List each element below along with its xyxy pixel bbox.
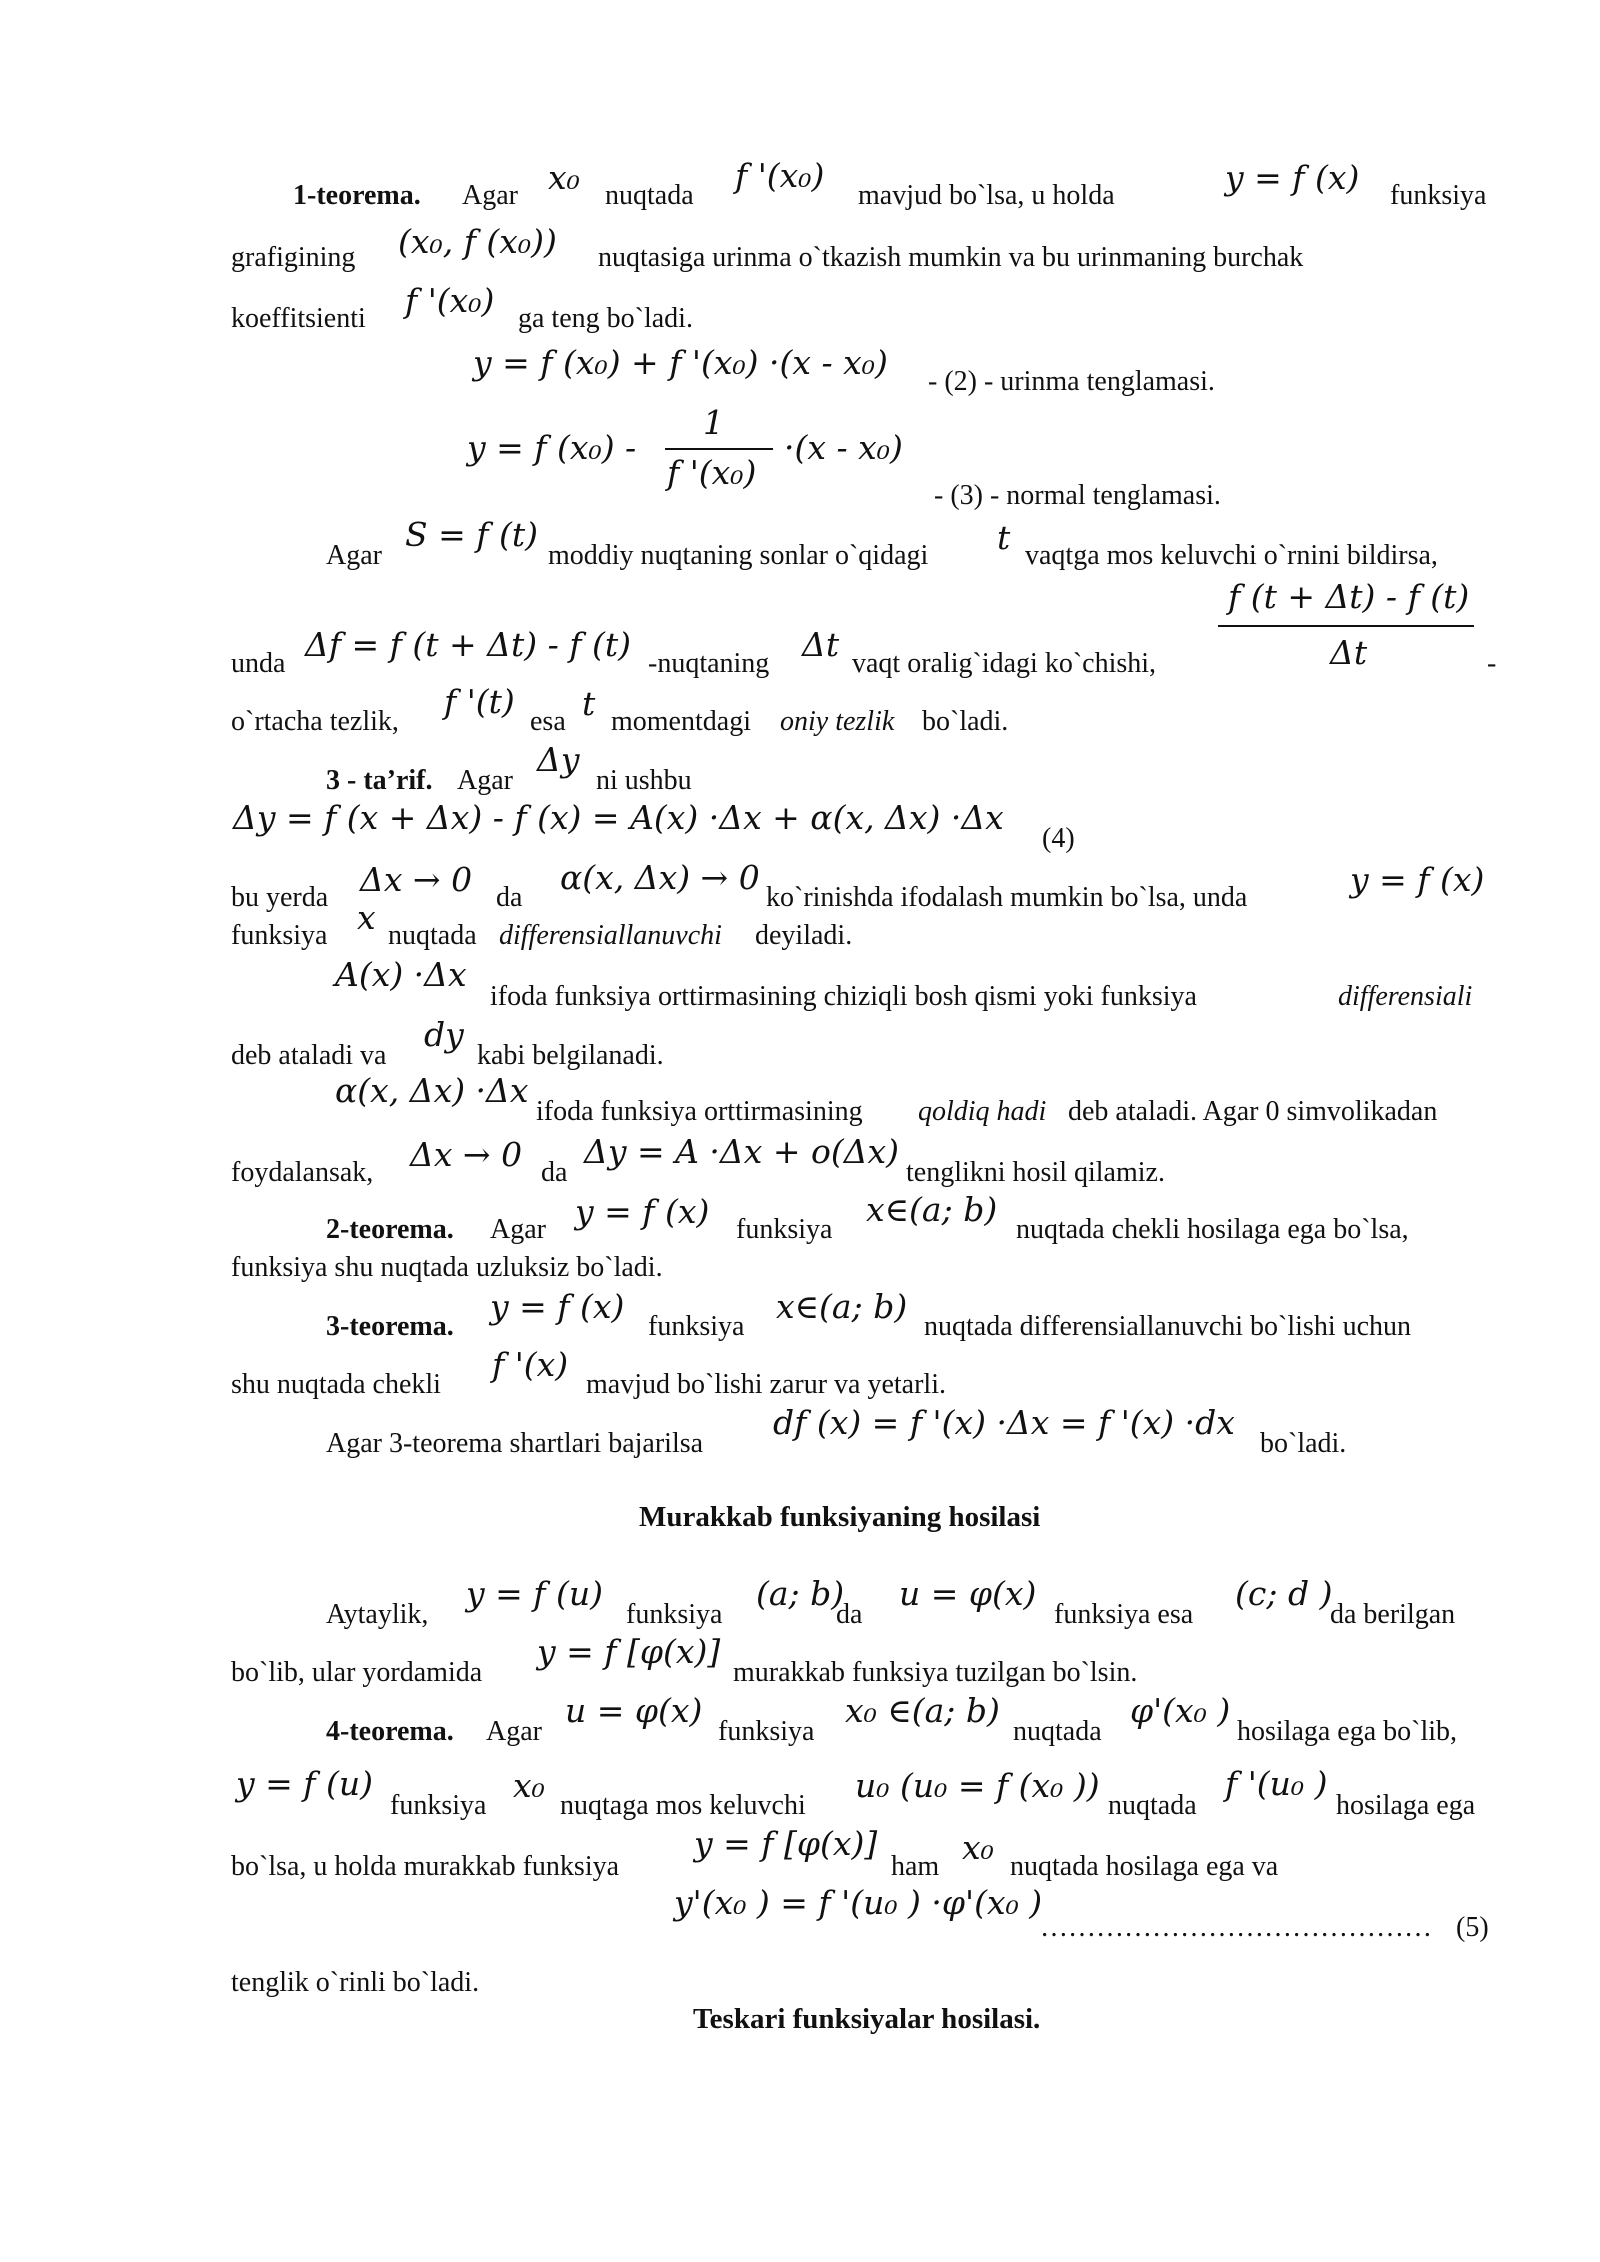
- formula: Δx → 0: [360, 860, 473, 899]
- text: nuqtada: [1013, 1716, 1102, 1747]
- text: koeffitsienti: [231, 303, 366, 334]
- text: funksiya: [648, 1311, 745, 1342]
- text: bo`lsa, u holda murakkab funksiya: [231, 1851, 620, 1882]
- equation-3-numerator: 1: [703, 403, 724, 442]
- text: Aytaylik,: [326, 1599, 429, 1630]
- formula: f '(t): [444, 682, 515, 721]
- text: funksiya: [626, 1599, 723, 1630]
- theorem-2-title: 2-teorema.: [326, 1214, 454, 1245]
- formula: y = f (x): [575, 1192, 710, 1231]
- text: funksiya: [718, 1716, 815, 1747]
- text: shu nuqtada chekli: [231, 1369, 441, 1400]
- text: bo`ladi.: [1260, 1428, 1347, 1459]
- equation-4-number: (4): [1042, 823, 1075, 854]
- text: nuqtada: [605, 180, 694, 211]
- text: hosilaga ega bo`lib,: [1237, 1716, 1458, 1747]
- average-speed-numerator: f (t + Δt) - f (t): [1228, 577, 1470, 616]
- text: tenglik o`rinli bo`ladi.: [231, 1967, 480, 1998]
- text: o`rtacha tezlik,: [231, 706, 399, 737]
- formula: f '(x): [492, 1345, 569, 1384]
- equation-5-number: (5): [1456, 1912, 1489, 1943]
- formula: x∈(a; b): [866, 1190, 998, 1229]
- text: -nuqtaning: [648, 648, 770, 679]
- formula: x: [357, 898, 376, 937]
- formula: A(x) ·Δx: [335, 955, 467, 994]
- text: bo`ladi.: [922, 706, 1009, 737]
- text: funksiya shu nuqtada uzluksiz bo`ladi.: [231, 1252, 663, 1283]
- formula: S = f (t): [405, 515, 538, 554]
- formula: (a; b): [756, 1574, 845, 1613]
- dot-leader: ……………………………………: [1040, 1912, 1432, 1943]
- text: funksiya: [390, 1790, 487, 1821]
- text: ga teng bo`ladi.: [518, 303, 693, 334]
- text: unda: [231, 648, 286, 679]
- text: nuqtada: [1108, 1790, 1197, 1821]
- text: bo`lib, ular yordamida: [231, 1657, 483, 1688]
- text: funksiya: [231, 920, 328, 951]
- formula: t: [997, 518, 1011, 557]
- theorem-4-title: 4-teorema.: [326, 1716, 454, 1747]
- text: -: [1487, 648, 1497, 679]
- section-heading: Teskari funksiyalar hosilasi.: [693, 2003, 1041, 2035]
- text: esa: [530, 706, 566, 737]
- text: nuqtada chekli hosilaga ega bo`lsa,: [1016, 1214, 1409, 1245]
- equation-3-lhs: y = f (x₀) -: [467, 428, 637, 467]
- text: funksiya: [736, 1214, 833, 1245]
- formula: y = f (x): [490, 1287, 625, 1326]
- text: Agar: [462, 180, 518, 211]
- formula: x₀ ∈(a; b): [845, 1691, 1000, 1730]
- text: kabi belgilanadi.: [477, 1040, 664, 1071]
- fraction-bar: [1218, 625, 1474, 627]
- text: tenglikni hosil qilamiz.: [906, 1157, 1165, 1188]
- section-heading: Murakkab funksiyaning hosilasi: [639, 1501, 1041, 1533]
- text: ko`rinishda ifodalash mumkin bo`lsa, unda: [766, 882, 1248, 913]
- formula: u = φ(x): [565, 1691, 703, 1730]
- formula: u = φ(x): [899, 1574, 1037, 1613]
- text: vaqtga mos keluvchi o`rnini bildirsa,: [1025, 540, 1438, 571]
- formula: y = f (x): [1225, 158, 1360, 197]
- text: mavjud bo`lishi zarur va yetarli.: [586, 1369, 946, 1400]
- text: Agar: [326, 540, 382, 571]
- equation-5: y'(x₀ ) = f '(u₀ ) ·φ'(x₀ ): [674, 1883, 1043, 1922]
- formula: f '(x₀): [405, 281, 495, 320]
- theorem-1-title: 1-teorema.: [293, 180, 421, 211]
- text-italic: differensiali: [1338, 981, 1473, 1012]
- text: ni ushbu: [596, 765, 692, 796]
- text: nuqtada hosilaga ega va: [1010, 1851, 1279, 1882]
- equation-4: Δy = f (x + Δx) - f (x) = A(x) ·Δx + α(x, Δx) ·Δx: [233, 798, 1004, 837]
- formula: Δy: [537, 740, 580, 779]
- text: da berilgan: [1330, 1599, 1456, 1630]
- formula: y = f [φ(x)]: [537, 1632, 721, 1671]
- formula: Δy = A ·Δx + o(Δx): [584, 1132, 900, 1171]
- equation-3-denominator: f '(x₀): [667, 453, 757, 492]
- text: da: [541, 1157, 568, 1188]
- text: nuqtasiga urinma o`tkazish mumkin va bu urinmaning burchak: [598, 242, 1304, 273]
- formula: df (x) = f '(x) ·Δx = f '(x) ·dx: [773, 1403, 1235, 1442]
- text-italic: qoldiq hadi: [918, 1096, 1047, 1127]
- formula: (c; d ): [1235, 1574, 1333, 1613]
- text: da: [496, 882, 523, 913]
- formula: Δt: [802, 625, 840, 664]
- text-italic: oniy tezlik: [780, 706, 895, 737]
- theorem-3-title: 3-teorema.: [326, 1311, 454, 1342]
- equation-2: y = f (x₀) + f '(x₀) ·(x - x₀): [473, 343, 888, 382]
- text: Agar: [486, 1716, 542, 1747]
- text: murakkab funksiya tuzilgan bo`lsin.: [733, 1657, 1138, 1688]
- text: funksiya: [1390, 180, 1487, 211]
- text: vaqt oralig`idagi ko`chishi,: [852, 648, 1157, 679]
- formula: y = f (u): [236, 1764, 373, 1803]
- text: Agar: [457, 765, 513, 796]
- text-italic: differensiallanuvchi: [499, 920, 722, 951]
- text: nuqtada differensiallanuvchi bo`lishi uchun: [924, 1311, 1412, 1342]
- formula: (x₀, f (x₀)): [398, 222, 557, 261]
- text: Agar: [490, 1214, 546, 1245]
- formula: α(x, Δx) ·Δx: [335, 1071, 529, 1110]
- text: da: [836, 1599, 863, 1630]
- text: moddiy nuqtaning sonlar o`qidagi: [548, 540, 929, 571]
- formula: x∈(a; b): [776, 1287, 908, 1326]
- text: foydalansak,: [231, 1157, 374, 1188]
- equation-3-label: - (3) - normal tenglamasi.: [934, 480, 1221, 511]
- text: momentdagi: [611, 706, 751, 737]
- formula: dy: [424, 1015, 464, 1054]
- text: deb ataladi. Agar 0 simvolikadan: [1068, 1096, 1438, 1127]
- formula: Δx → 0: [410, 1135, 523, 1174]
- definition-3-title: 3 - ta’rif.: [326, 765, 433, 796]
- formula: f '(u₀ ): [1225, 1764, 1328, 1803]
- text: funksiya esa: [1054, 1599, 1194, 1630]
- formula: α(x, Δx) → 0: [560, 858, 760, 897]
- text: deyiladi.: [755, 920, 853, 951]
- formula: y = f (x): [1350, 860, 1485, 899]
- text: mavjud bo`lsa, u holda: [858, 180, 1115, 211]
- equation-3-rhs: ·(x - x₀): [784, 428, 903, 467]
- formula: Δf = f (t + Δt) - f (t): [305, 625, 631, 664]
- fraction-bar: [665, 448, 773, 450]
- text: nuqtaga mos keluvchi: [560, 1790, 806, 1821]
- text: nuqtada: [388, 920, 477, 951]
- formula: y = f [φ(x)]: [694, 1824, 878, 1863]
- formula: x₀: [962, 1828, 994, 1867]
- formula: y = f (u): [466, 1574, 603, 1613]
- text: ifoda funksiya orttirmasining: [536, 1096, 863, 1127]
- average-speed-denominator: Δt: [1330, 633, 1368, 672]
- formula: φ'(x₀ ): [1130, 1691, 1231, 1730]
- text: ifoda funksiya orttirmasining chiziqli bosh qismi yoki funksiya: [490, 981, 1197, 1012]
- text: ham: [891, 1851, 940, 1882]
- text: bu yerda: [231, 882, 329, 913]
- text: Agar 3-teorema shartlari bajarilsa: [326, 1428, 704, 1459]
- formula: x₀: [513, 1766, 545, 1805]
- formula: x₀: [548, 158, 580, 197]
- text: deb ataladi va: [231, 1040, 387, 1071]
- formula: u₀ (u₀ = f (x₀ )): [855, 1766, 1100, 1805]
- formula: f '(x₀): [735, 156, 825, 195]
- text: hosilaga ega: [1336, 1790, 1476, 1821]
- text: grafigining: [231, 242, 356, 273]
- equation-2-label: - (2) - urinma tenglamasi.: [928, 366, 1215, 397]
- formula: t: [582, 684, 596, 723]
